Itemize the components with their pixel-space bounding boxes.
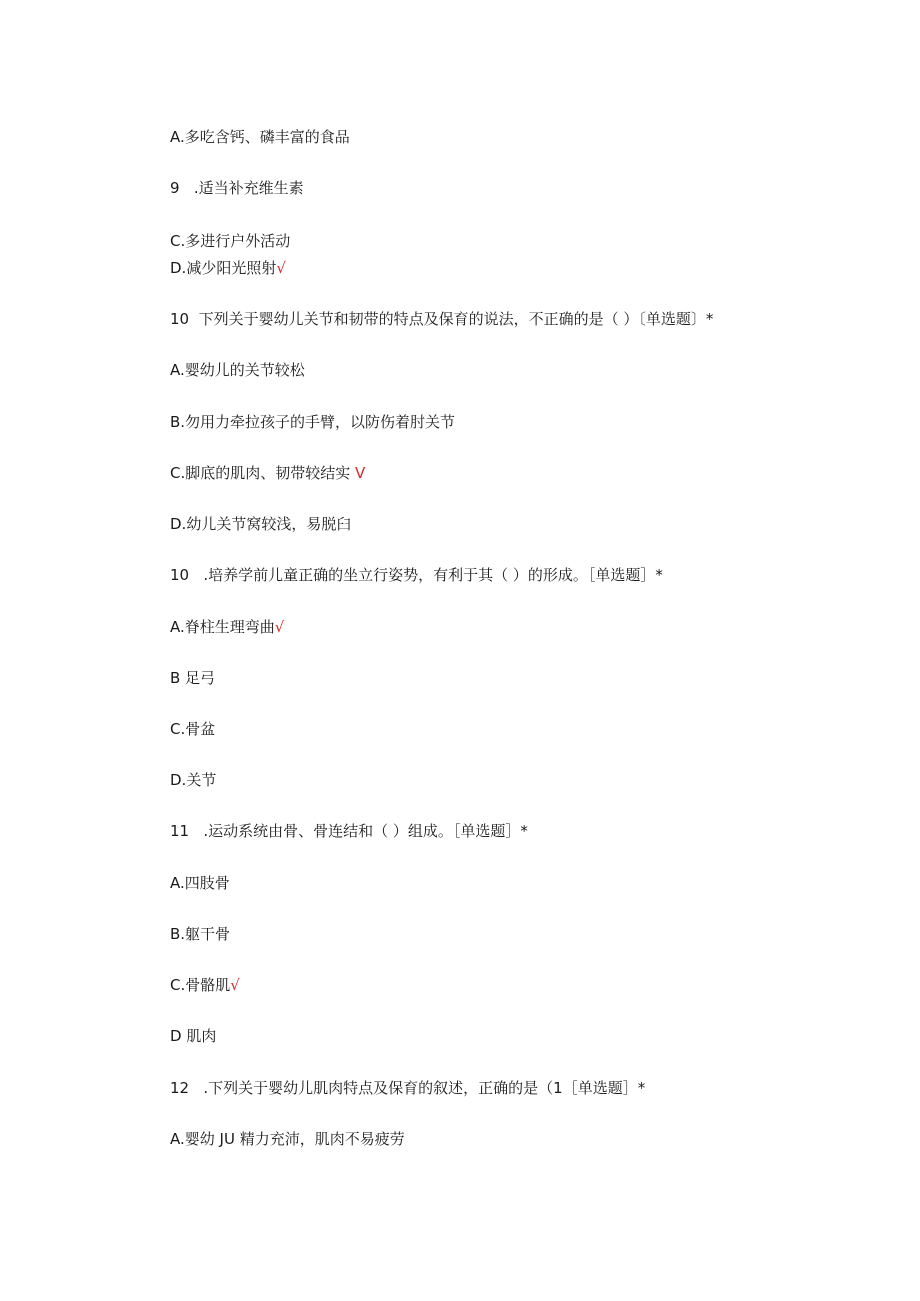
option-line (170, 514, 351, 534)
option-text: D 肌肉 (170, 1027, 217, 1045)
option-line (170, 770, 216, 790)
question-text: 12 .下列关于婴幼儿肌肉特点及保育的叙述，正确的是（1［单选题］* (170, 1079, 646, 1097)
question-text: 10 .培养学前儿童正确的坐立行姿势，有利于其（ ）的形成。［单选题］* (170, 566, 663, 584)
option-text: C.骨盆 (170, 720, 216, 738)
option-text: C.多进行户外活动 (170, 232, 291, 250)
question-line (170, 565, 663, 585)
option-line (170, 231, 290, 251)
question-text: 9 .适当补充维生素 (170, 179, 304, 197)
option-line (170, 975, 240, 995)
option-line (170, 360, 305, 380)
question-line (170, 1078, 645, 1098)
option-line (170, 719, 215, 739)
option-line (170, 127, 350, 147)
question-line (170, 821, 528, 841)
option-line (170, 873, 230, 893)
option-text: A.多吃含钙、磷丰富的食品 (170, 128, 350, 146)
correct-mark: √ (230, 976, 240, 994)
option-text: D.关节 (170, 771, 217, 789)
option-text: A.婴幼儿的关节较松 (170, 361, 305, 379)
option-line (170, 668, 215, 688)
correct-mark: √ (274, 618, 285, 636)
correct-mark: V (355, 464, 366, 482)
option-text: C.脚底的肌肉、韧带较结实 (170, 464, 356, 482)
option-text: C.骨骼肌 (170, 976, 231, 994)
option-text: D.减少阳光照射 (170, 259, 277, 277)
option-line (170, 924, 230, 944)
option-text: B 足弓 (170, 669, 216, 687)
option-text: D.幼儿关节窝较浅，易脱臼 (170, 515, 352, 533)
option-line (170, 617, 284, 637)
option-text: A.四肢骨 (170, 874, 230, 892)
option-line (170, 463, 365, 483)
option-line (170, 412, 455, 432)
question-line (170, 309, 713, 329)
option-text: A.脊柱生理弯曲 (170, 618, 275, 636)
option-text: B.勿用力牵拉孩子的手臂，以防伤着肘关节 (170, 413, 456, 431)
option-text: B.躯干骨 (170, 925, 231, 943)
correct-mark: √ (276, 259, 286, 277)
question-line (170, 178, 304, 198)
option-line (170, 1026, 216, 1046)
option-text: A.婴幼 JU 精力充沛，肌肉不易疲劳 (170, 1130, 405, 1148)
option-line (170, 258, 286, 278)
option-line (170, 1129, 405, 1149)
question-text: 10 下列关于婴幼儿关节和韧带的特点及保育的说法，不正确的是（ ）〔单选题〕* (170, 310, 714, 328)
question-text: 11 .运动系统由骨、骨连结和（ ）组成。［单选题］* (170, 822, 528, 840)
